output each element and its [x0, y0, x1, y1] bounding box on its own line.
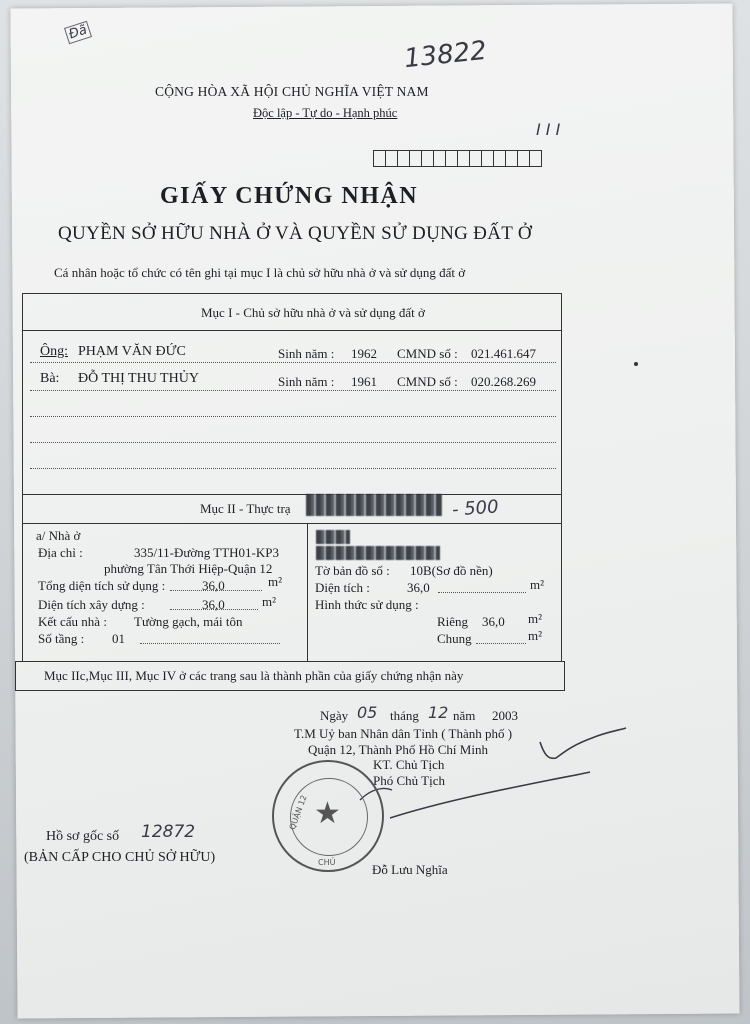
dotted-line [30, 362, 556, 363]
unit: m² [268, 574, 283, 589]
document-subtitle: QUYỀN SỞ HỮU NHÀ Ở VÀ QUYỀN SỬ DỤNG ĐẤT Ở [58, 223, 532, 244]
usage-label: Hình thức sử dụng : [315, 597, 419, 612]
floors-value: 01 [112, 631, 125, 646]
handwritten-tick: I I I [536, 120, 561, 139]
private-value: 36,0 [482, 614, 505, 629]
authority-line4: Phó Chủ Tịch [373, 773, 445, 788]
unit: m² [530, 577, 545, 592]
ink-dot [634, 362, 638, 366]
address-label: Địa chỉ : [38, 545, 83, 560]
redacted-area [306, 494, 442, 516]
unit: m² [528, 611, 543, 626]
document-title: GIẤY CHỨNG NHẬN [160, 183, 419, 209]
dotted-line [476, 643, 526, 644]
authority-line3: KT. Chủ Tịch [373, 757, 445, 772]
date-day: 05 [357, 703, 378, 722]
redacted-area [316, 530, 350, 544]
country-header: CỘNG HÒA XÃ HỘI CHỦ NGHĨA VIỆT NAM [155, 84, 429, 99]
handwritten-number: 13822 [402, 35, 489, 75]
dotted-line [140, 643, 280, 644]
record-label: Hồ sơ gốc số [46, 829, 120, 844]
built-area-label: Diện tích xây dựng : [38, 597, 145, 612]
dotted-line [170, 609, 258, 610]
copy-note: (BẢN CẤP CHO CHỦ SỞ HỮU) [24, 850, 216, 865]
owner-2-birth-year: 1961 [351, 374, 377, 389]
date-month: 12 [428, 703, 449, 722]
land-area-label: Diện tích : [315, 580, 370, 595]
structure-label: Kết cấu nhà : [38, 614, 107, 629]
owner-1-birth-year: 1962 [351, 346, 377, 361]
private-label: Riêng [437, 614, 469, 629]
motto: Độc lập - Tự do - Hạnh phúc [253, 106, 398, 120]
owner-2-name: ĐỖ THỊ THU THỦY [78, 371, 199, 386]
handwritten-note: - 500 [451, 496, 500, 521]
column-divider [307, 523, 308, 661]
certificate-number-boxes [374, 150, 542, 167]
owner-2-id: 020.268.269 [471, 374, 536, 389]
owner-2-id-label: CMND số : [397, 374, 458, 389]
seal-text: CHỦ [318, 858, 336, 867]
intro-text: Cá nhân hoặc tổ chức có tên ghi tại mục I là chủ sở hữu nhà ở và sử dụng đất ở [54, 265, 466, 280]
dotted-line [30, 468, 556, 469]
map-value: 10B(Sơ đồ nền) [410, 563, 493, 578]
handwritten-mark: Đã [64, 21, 92, 45]
authority-line1: T.M Uỷ ban Nhân dân Tỉnh ( Thành phố ) [294, 726, 513, 741]
section-owners [22, 293, 562, 495]
star-icon: ★ [314, 797, 341, 830]
map-label: Tờ bản đồ số : [315, 563, 390, 578]
seal-text: QUẬN 12 [287, 793, 309, 832]
date-day-label: Ngày [320, 708, 349, 723]
official-seal [272, 760, 384, 872]
redacted-area [316, 546, 440, 560]
unit: m² [528, 628, 543, 643]
land-area-value: 36,0 [407, 580, 430, 595]
dotted-line [30, 390, 556, 391]
section-property-title: Mục II - Thực trạ [200, 501, 291, 516]
floors-label: Số tầng : [38, 631, 85, 646]
dotted-line [438, 592, 526, 593]
date-month-label: tháng [390, 708, 419, 723]
house-label: a/ Nhà ở [36, 528, 81, 543]
address-line2: phường Tân Thới Hiệp-Quận 12 [104, 561, 273, 576]
owner-1-id-label: CMND số : [397, 346, 458, 361]
address-line1: 335/11-Đường TTH01-KP3 [134, 545, 279, 560]
owner-1-id: 021.461.647 [471, 346, 536, 361]
owner-1-prefix: Ông: [40, 344, 68, 359]
footer-note: Mục IIc,Mục III, Mục IV ở các trang sau là thành phần của giấy chứng nhận này [44, 668, 464, 683]
built-area-value: 36,0 [202, 597, 225, 612]
signer-name: Đỗ Lưu Nghĩa [372, 862, 448, 877]
structure-value: Tường gạch, mái tôn [134, 614, 243, 629]
dotted-line [170, 590, 262, 591]
record-number: 12872 [141, 822, 196, 842]
authority-line2: Quận 12, Thành Phố Hồ Chí Minh [308, 742, 488, 757]
owner-2-birth-label: Sinh năm : [278, 374, 335, 389]
total-area-label: Tổng diện tích sử dụng : [38, 578, 166, 593]
shared-label: Chung [437, 631, 472, 646]
date-year-label: năm [453, 708, 476, 723]
owner-1-birth-label: Sinh năm : [278, 346, 335, 361]
dotted-line [30, 442, 556, 443]
owner-2-prefix: Bà: [40, 371, 60, 386]
section-owners-title: Mục I - Chủ sở hữu nhà ở và sử dụng đất ở [201, 305, 425, 320]
dotted-line [30, 416, 556, 417]
owner-1-name: PHẠM VĂN ĐỨC [78, 344, 186, 359]
date-year: 2003 [492, 708, 518, 723]
total-area-value: 36,0 [202, 578, 225, 593]
unit: m² [262, 594, 277, 609]
